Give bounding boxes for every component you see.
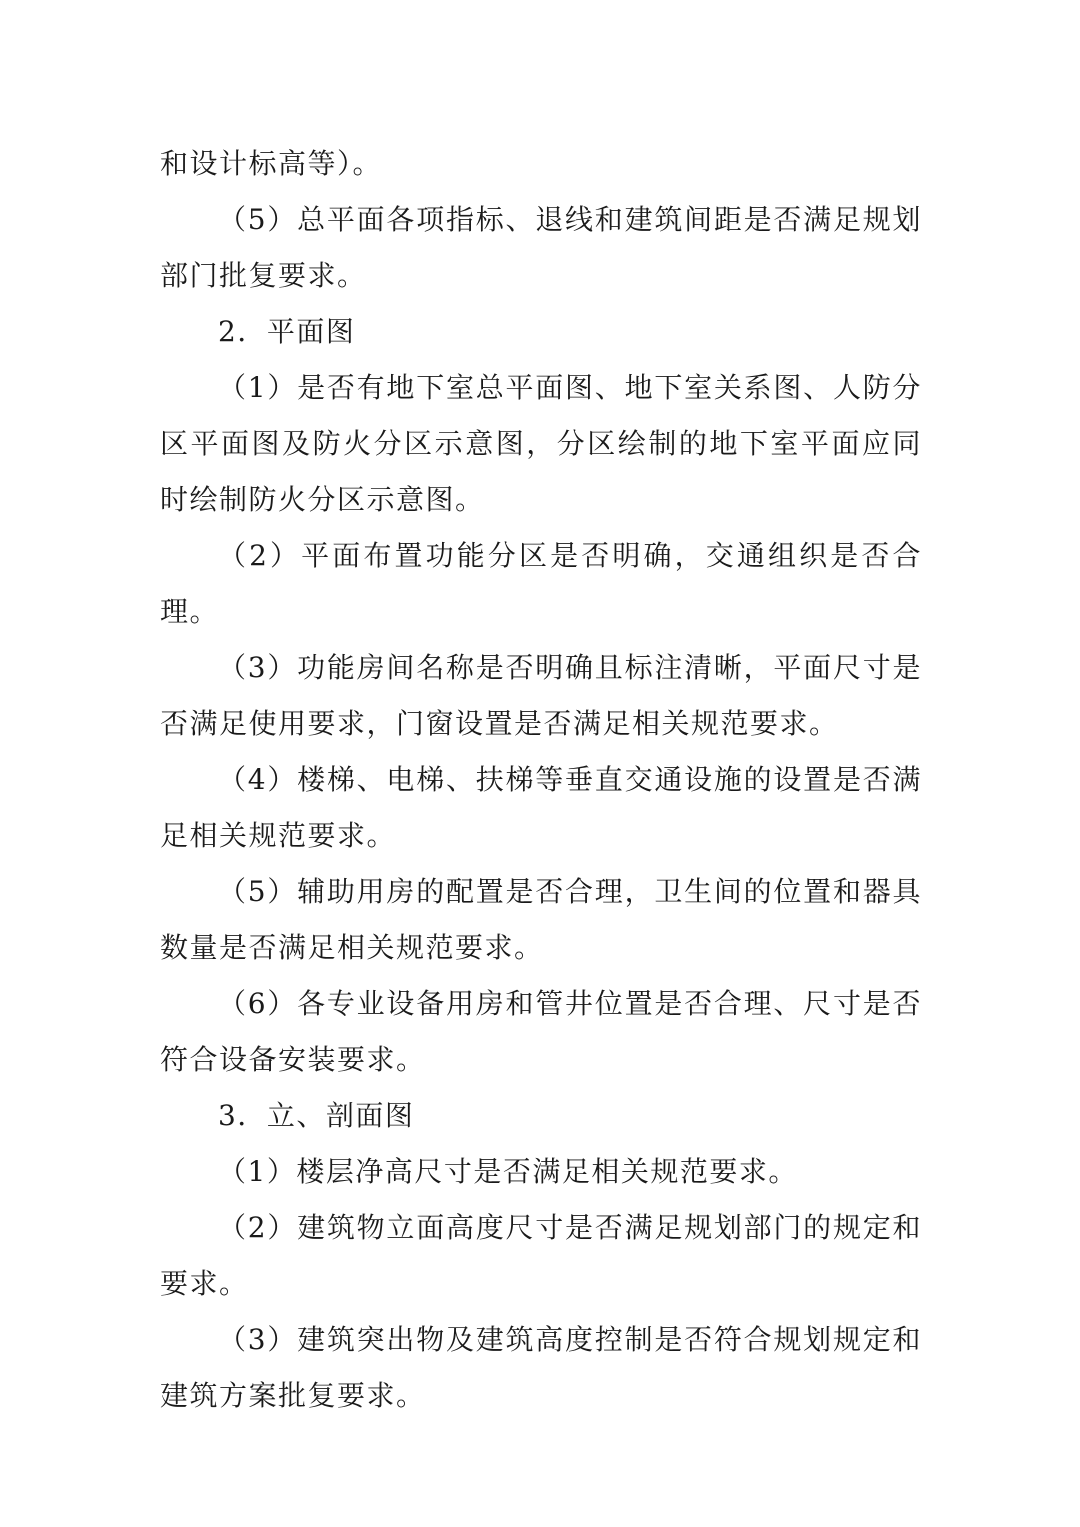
section-heading-elevation-section: 3．立、剖面图 bbox=[218, 1099, 415, 1132]
paragraph-floor-plan-item-1: （1）是否有地下室总平面图、地下室关系图、人防分区平面图及防火分区示意图，分区绘制的地下室平面应同时绘制防火分区示意图。 bbox=[160, 371, 922, 516]
paragraph-elevation-item-2: （2）建筑物立面高度尺寸是否满足规划部门的规定和要求。 bbox=[160, 1211, 922, 1300]
paragraph-floor-plan-item-5: （5）辅助用房的配置是否合理，卫生间的位置和器具数量是否满足相关规范要求。 bbox=[160, 875, 922, 964]
document-body bbox=[160, 136, 922, 1424]
paragraph-floor-plan-item-2: （2）平面布置功能分区是否明确，交通组织是否合理。 bbox=[160, 539, 922, 628]
paragraph-floor-plan-item-6: （6）各专业设备用房和管井位置是否合理、尺寸是否符合设备安装要求。 bbox=[160, 987, 922, 1076]
paragraph-elevation-item-1: （1）楼层净高尺寸是否满足相关规范要求。 bbox=[218, 1155, 798, 1188]
paragraph-floor-plan-item-3: （3）功能房间名称是否明确且标注清晰，平面尺寸是否满足使用要求，门窗设置是否满足相关规范要求。 bbox=[160, 651, 922, 740]
paragraph-continuation: 和设计标高等）。 bbox=[160, 147, 383, 180]
paragraph-floor-plan-item-4: （4）楼梯、电梯、扶梯等垂直交通设施的设置是否满足相关规范要求。 bbox=[160, 763, 922, 852]
paragraph-site-plan-item-5: （5）总平面各项指标、退线和建筑间距是否满足规划部门批复要求。 bbox=[160, 203, 922, 292]
section-heading-floor-plan: 2．平面图 bbox=[218, 315, 356, 348]
paragraph-elevation-item-3: （3）建筑突出物及建筑高度控制是否符合规划规定和建筑方案批复要求。 bbox=[160, 1323, 922, 1412]
